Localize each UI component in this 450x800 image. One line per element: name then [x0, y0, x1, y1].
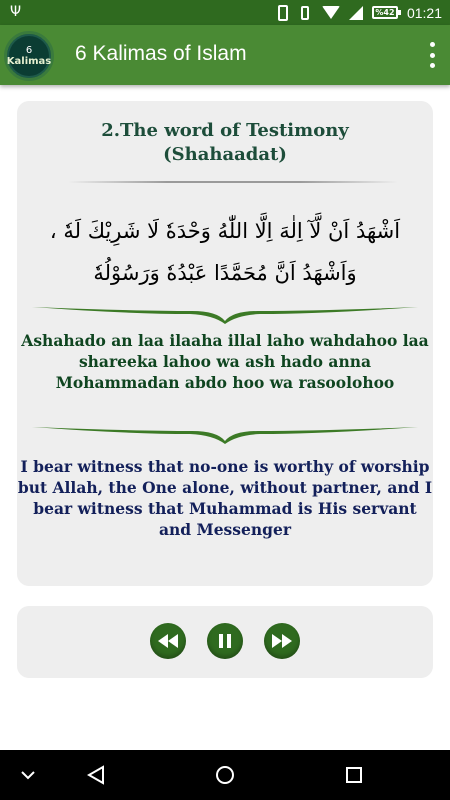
- battery-icon: [372, 6, 398, 19]
- title-divider: [68, 181, 398, 183]
- arabic-text: اَشْهَدُ اَنْ لَّآ اِلٰهَ اِلَّا اللّٰهُ وَحْدَهٗ لَا شَرِيْكَ لَهٗ ، وَاَشْهَدُ اَنَّ مُحَمَّدًا عَبْدُهٗ وَرَسُوْلُهٗ: [49, 219, 401, 285]
- translation-text: I bear witness that no-one is worthy of worship but Allah, the One alone, without partner, and I bear witness that Muhammad is His servant and Messenger: [17, 457, 433, 539]
- chevron-down-icon: [21, 771, 35, 780]
- wifi-icon: [322, 6, 340, 19]
- kalima-title-line1: 2.The word of Testimony: [101, 120, 349, 141]
- fast-forward-button[interactable]: [264, 623, 300, 659]
- more-vert-icon[interactable]: [428, 42, 436, 68]
- fast-forward-icon: [271, 633, 293, 649]
- logo-number: 6: [25, 45, 33, 56]
- app-title: 6 Kalimas of Islam: [75, 42, 247, 65]
- transliteration-text: Ashahado an laa ilaaha illal laho wahdahoo laa shareeka lahoo wa ash hado anna Mohammadan abdo hoo wa rasoolohoo: [21, 331, 429, 392]
- usb-icon: Ψ: [10, 4, 22, 20]
- rewind-button[interactable]: [150, 623, 186, 659]
- ornament-divider-top: [32, 305, 418, 325]
- logo-word: Kalimas: [6, 56, 52, 67]
- app-bar: [0, 25, 450, 85]
- home-button[interactable]: [211, 750, 239, 800]
- clock: 01:21: [406, 4, 442, 21]
- back-button[interactable]: [82, 750, 110, 800]
- battery-level: %42: [375, 8, 395, 17]
- recents-button[interactable]: [340, 750, 368, 800]
- pause-button[interactable]: [207, 623, 243, 659]
- recents-icon: [345, 766, 363, 784]
- rewind-icon: [157, 633, 179, 649]
- vibrate-icon: [297, 6, 313, 20]
- home-icon: [215, 765, 235, 785]
- phone-icon: [278, 5, 288, 21]
- kalima-title: [17, 119, 433, 167]
- ornament-divider-middle: [32, 425, 418, 445]
- status-icons: [278, 0, 442, 25]
- navigation-bar: [0, 750, 450, 800]
- kalima-title-line2: (Shahaadat): [163, 144, 287, 165]
- hide-keyboard-button[interactable]: [14, 750, 42, 800]
- app-logo: [4, 31, 54, 81]
- pause-icon: [218, 633, 232, 649]
- back-icon: [87, 765, 105, 785]
- status-bar: [0, 0, 450, 25]
- signal-icon: [349, 6, 363, 20]
